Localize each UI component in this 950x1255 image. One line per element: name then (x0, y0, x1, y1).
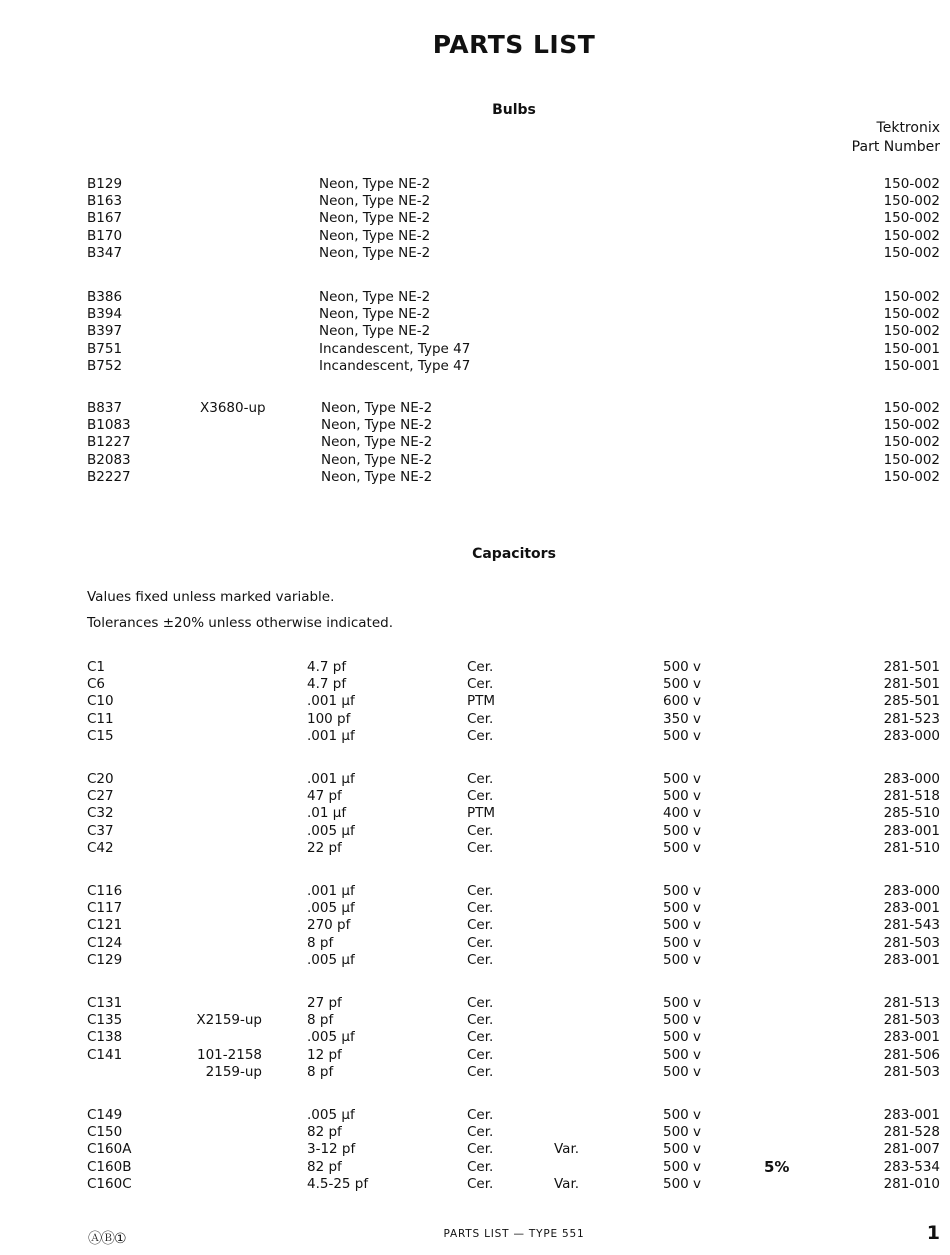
part-number: 283-000 (883, 771, 940, 787)
part-number: 150-002 (883, 400, 940, 416)
dielectric-type: Cer. (467, 934, 494, 951)
part-number: 283-001 (883, 1029, 940, 1046)
part-number: 150-002 (883, 434, 940, 451)
bulb-row (0, 417, 950, 434)
bulb-row (0, 323, 950, 340)
capacitor-row (0, 1029, 950, 1046)
part-number: 150-001 (883, 357, 940, 374)
voltage-rating: 500 v (663, 822, 702, 839)
tolerance: 5% (764, 1157, 790, 1176)
dielectric-type: PTM (467, 693, 496, 710)
page-title: PARTS LIST (432, 30, 596, 59)
capacitance-value: 27 pf (307, 995, 342, 1011)
dielectric-type: Cer. (467, 917, 494, 934)
bulb-row (0, 434, 950, 451)
part-number: 150-002 (883, 193, 940, 210)
voltage-rating: 500 v (663, 1063, 702, 1080)
bulb-row (0, 469, 950, 486)
capacitance-value: 82 pf (307, 1158, 342, 1175)
bulb-description: Neon, Type NE-2 (319, 176, 431, 192)
capacitance-value: 8 pf (307, 1063, 334, 1080)
circuit-number: C32 (87, 805, 114, 822)
dielectric-type: Cer. (467, 727, 494, 744)
circuit-number: C121 (87, 917, 123, 934)
circuit-number: C160C (87, 1175, 132, 1192)
circuit-number: C117 (87, 900, 123, 917)
part-number: 281-543 (883, 917, 940, 934)
dielectric-type: Cer. (467, 951, 494, 968)
circuit-number: B1227 (87, 434, 131, 451)
circuit-number: B2227 (87, 468, 131, 485)
part-number: 281-528 (883, 1124, 940, 1141)
bulb-description: Neon, Type NE-2 (321, 417, 433, 434)
part-number: 283-534 (883, 1158, 940, 1175)
capacitor-row (0, 728, 950, 745)
circuit-number: C160A (87, 1141, 132, 1158)
capacitance-value: .001 µf (307, 771, 355, 787)
part-number: 150-002 (883, 306, 940, 323)
part-number: 281-007 (883, 1141, 940, 1158)
capacitor-row (0, 1141, 950, 1158)
part-number: 150-002 (883, 227, 940, 244)
bulb-description: Incandescent, Type 47 (319, 357, 471, 374)
part-number: 281-503 (883, 934, 940, 951)
capacitance-value: 8 pf (307, 934, 334, 951)
part-number: 285-501 (883, 693, 940, 710)
capacitance-value: 270 pf (307, 917, 351, 934)
capacitor-row (0, 935, 950, 952)
voltage-rating: 500 v (663, 934, 702, 951)
dielectric-type: Cer. (467, 1012, 494, 1029)
dielectric-type: Cer. (467, 1046, 494, 1063)
circuit-number: B837 (87, 400, 123, 416)
dielectric-type: Cer. (467, 839, 494, 856)
serial-range: 101-2158 (197, 1046, 262, 1063)
voltage-rating: 500 v (663, 771, 702, 787)
serial-range: 2159-up (205, 1063, 262, 1080)
part-number: 150-002 (883, 210, 940, 227)
part-number: 150-002 (883, 451, 940, 468)
circuit-number: B752 (87, 357, 123, 374)
capacitance-value: .01 µf (307, 805, 347, 822)
page-number: 1 (926, 1222, 940, 1244)
header-line-1: Tektronix (876, 120, 940, 136)
circuit-number: B386 (87, 289, 123, 305)
bulb-row (0, 289, 950, 306)
bulb-description: Neon, Type NE-2 (319, 244, 431, 261)
capacitance-value: 4.7 pf (307, 676, 347, 693)
bulb-row (0, 452, 950, 469)
circuit-number: C129 (87, 951, 123, 968)
capacitance-value: 82 pf (307, 1124, 342, 1141)
dielectric-type: Cer. (467, 995, 494, 1011)
capacitor-row (0, 995, 950, 1012)
bulb-row (0, 193, 950, 210)
circuit-number: C42 (87, 839, 114, 856)
bulb-row (0, 358, 950, 375)
circuit-number: B1083 (87, 417, 131, 434)
capacitor-row (0, 1176, 950, 1193)
part-number: 281-518 (883, 788, 940, 805)
capacitor-row (0, 659, 950, 676)
circuit-number: B129 (87, 176, 123, 192)
capacitor-row (0, 771, 950, 788)
circuit-number: C37 (87, 822, 114, 839)
part-number: 283-001 (883, 951, 940, 968)
voltage-rating: 500 v (663, 1046, 702, 1063)
capacitor-row (0, 693, 950, 710)
capacitor-row (0, 1124, 950, 1141)
voltage-rating: 500 v (663, 1029, 702, 1046)
bulb-description: Incandescent, Type 47 (319, 340, 471, 357)
circuit-number: C20 (87, 771, 114, 787)
bulb-description: Neon, Type NE-2 (319, 289, 431, 305)
serial-range: X2159-up (196, 1012, 262, 1029)
tolerance-note: Tolerances ±20% unless otherwise indicated. (87, 615, 394, 631)
dielectric-type: Cer. (467, 900, 494, 917)
dielectric-type: Cer. (467, 1141, 494, 1158)
voltage-rating: 500 v (663, 1175, 702, 1192)
dielectric-type: Cer. (467, 1124, 494, 1141)
voltage-rating: 500 v (663, 1124, 702, 1141)
dielectric-type: Cer. (467, 676, 494, 693)
bulb-row (0, 306, 950, 323)
voltage-rating: 500 v (663, 883, 702, 899)
circuit-number: C6 (87, 676, 106, 693)
capacitance-value: .001 µf (307, 693, 355, 710)
capacitance-value: 4.7 pf (307, 659, 347, 675)
part-number: 285-510 (883, 805, 940, 822)
part-number: 150-002 (883, 468, 940, 485)
dielectric-type: Cer. (467, 1107, 494, 1123)
voltage-rating: 500 v (663, 659, 702, 675)
part-number: 281-523 (883, 710, 940, 727)
part-number: 283-000 (883, 727, 940, 744)
part-number: 281-510 (883, 839, 940, 856)
circuit-number: B167 (87, 210, 123, 227)
capacitor-row (0, 805, 950, 822)
circuit-number: C149 (87, 1107, 123, 1123)
dielectric-type: Cer. (467, 883, 494, 899)
circuit-number: B347 (87, 244, 123, 261)
capacitance-value: 3-12 pf (307, 1141, 356, 1158)
capacitor-row (0, 1064, 950, 1081)
circuit-number: B751 (87, 340, 123, 357)
capacitors-heading: Capacitors (472, 546, 556, 562)
voltage-rating: 500 v (663, 839, 702, 856)
part-number: 281-513 (883, 995, 940, 1011)
dielectric-type: Cer. (467, 822, 494, 839)
capacitance-value: .005 µf (307, 951, 355, 968)
voltage-rating: 500 v (663, 1012, 702, 1029)
capacitor-row (0, 711, 950, 728)
capacitor-row (0, 1047, 950, 1064)
voltage-rating: 500 v (663, 917, 702, 934)
bulb-description: Neon, Type NE-2 (321, 400, 433, 416)
part-number: 283-001 (883, 822, 940, 839)
bulb-description: Neon, Type NE-2 (321, 434, 433, 451)
circuit-number: C150 (87, 1124, 123, 1141)
voltage-rating: 500 v (663, 1107, 702, 1123)
circuit-number: C141 (87, 1046, 123, 1063)
bulb-description: Neon, Type NE-2 (319, 227, 431, 244)
circuit-number: C138 (87, 1029, 123, 1046)
circuit-number: C10 (87, 693, 114, 710)
capacitor-row (0, 676, 950, 693)
bulb-row (0, 228, 950, 245)
values-note: Values fixed unless marked variable. (87, 589, 335, 605)
bulb-description: Neon, Type NE-2 (319, 323, 431, 340)
circuit-number: B170 (87, 227, 123, 244)
part-number: 281-506 (883, 1046, 940, 1063)
bulb-description: Neon, Type NE-2 (319, 193, 431, 210)
voltage-rating: 500 v (663, 1141, 702, 1158)
part-number: 150-002 (883, 244, 940, 261)
circuit-number: B163 (87, 193, 123, 210)
voltage-rating: 500 v (663, 995, 702, 1011)
bulb-row (0, 245, 950, 262)
capacitance-value: .005 µf (307, 1107, 355, 1123)
part-number: 150-002 (883, 323, 940, 340)
circuit-number: C116 (87, 883, 123, 899)
dielectric-type: Cer. (467, 1063, 494, 1080)
part-number: 283-001 (883, 1107, 940, 1123)
manual-logo: ⒶⒷ① (88, 1231, 126, 1247)
capacitance-value: 100 pf (307, 710, 351, 727)
capacitance-value: 22 pf (307, 839, 342, 856)
capacitor-row (0, 952, 950, 969)
dielectric-type: Cer. (467, 1029, 494, 1046)
dielectric-type: Cer. (467, 1175, 494, 1192)
voltage-rating: 500 v (663, 727, 702, 744)
capacitance-value: .005 µf (307, 1029, 355, 1046)
part-number: 150-002 (883, 176, 940, 192)
capacitance-value: .001 µf (307, 883, 355, 899)
capacitor-row (0, 1107, 950, 1124)
part-number: 281-501 (883, 659, 940, 675)
voltage-rating: 350 v (663, 710, 702, 727)
bulb-row (0, 210, 950, 227)
capacitor-row (0, 1012, 950, 1029)
bulb-description: Neon, Type NE-2 (321, 468, 433, 485)
capacitance-value: 12 pf (307, 1046, 342, 1063)
footer-title: PARTS LIST — TYPE 551 (443, 1228, 585, 1240)
capacitor-row (0, 883, 950, 900)
capacitor-row (0, 788, 950, 805)
part-number: 281-010 (883, 1175, 940, 1192)
header-line-2: Part Number (851, 139, 940, 155)
part-number: 150-001 (883, 340, 940, 357)
capacitor-row (0, 1159, 950, 1176)
capacitor-row (0, 900, 950, 917)
voltage-rating: 500 v (663, 676, 702, 693)
circuit-number: B394 (87, 306, 123, 323)
capacitor-row (0, 917, 950, 934)
serial-range: X3680-up (200, 400, 266, 416)
dielectric-type: PTM (467, 805, 496, 822)
circuit-number: C27 (87, 788, 114, 805)
bulb-description: Neon, Type NE-2 (319, 210, 431, 227)
capacitor-row (0, 823, 950, 840)
capacitance-value: .001 µf (307, 727, 355, 744)
part-number: 281-503 (883, 1012, 940, 1029)
part-number: 283-000 (883, 883, 940, 899)
circuit-number: B2083 (87, 451, 131, 468)
voltage-rating: 600 v (663, 693, 702, 710)
circuit-number: C160B (87, 1158, 132, 1175)
bulb-description: Neon, Type NE-2 (319, 306, 431, 323)
circuit-number: C1 (87, 659, 106, 675)
variable-flag: Var. (554, 1175, 580, 1192)
circuit-number: C135 (87, 1012, 123, 1029)
bulb-row (0, 400, 950, 417)
bulb-row (0, 176, 950, 193)
voltage-rating: 500 v (663, 1158, 702, 1175)
capacitance-value: 8 pf (307, 1012, 334, 1029)
capacitance-value: .005 µf (307, 900, 355, 917)
capacitor-row (0, 840, 950, 857)
bulb-description: Neon, Type NE-2 (321, 451, 433, 468)
voltage-rating: 400 v (663, 805, 702, 822)
circuit-number: C11 (87, 710, 114, 727)
bulbs-heading: Bulbs (492, 102, 536, 118)
part-number: 150-002 (883, 289, 940, 305)
circuit-number: C131 (87, 995, 123, 1011)
capacitance-value: 47 pf (307, 788, 342, 805)
dielectric-type: Cer. (467, 771, 494, 787)
dielectric-type: Cer. (467, 1158, 494, 1175)
voltage-rating: 500 v (663, 900, 702, 917)
part-number: 150-002 (883, 417, 940, 434)
capacitance-value: .005 µf (307, 822, 355, 839)
voltage-rating: 500 v (663, 951, 702, 968)
circuit-number: C124 (87, 934, 123, 951)
part-number: 281-501 (883, 676, 940, 693)
dielectric-type: Cer. (467, 659, 494, 675)
bulb-row (0, 341, 950, 358)
circuit-number: C15 (87, 727, 114, 744)
voltage-rating: 500 v (663, 788, 702, 805)
part-number: 281-503 (883, 1063, 940, 1080)
dielectric-type: Cer. (467, 710, 494, 727)
part-number: 283-001 (883, 900, 940, 917)
capacitance-value: 4.5-25 pf (307, 1175, 369, 1192)
dielectric-type: Cer. (467, 788, 494, 805)
circuit-number: B397 (87, 323, 123, 340)
variable-flag: Var. (554, 1141, 580, 1158)
